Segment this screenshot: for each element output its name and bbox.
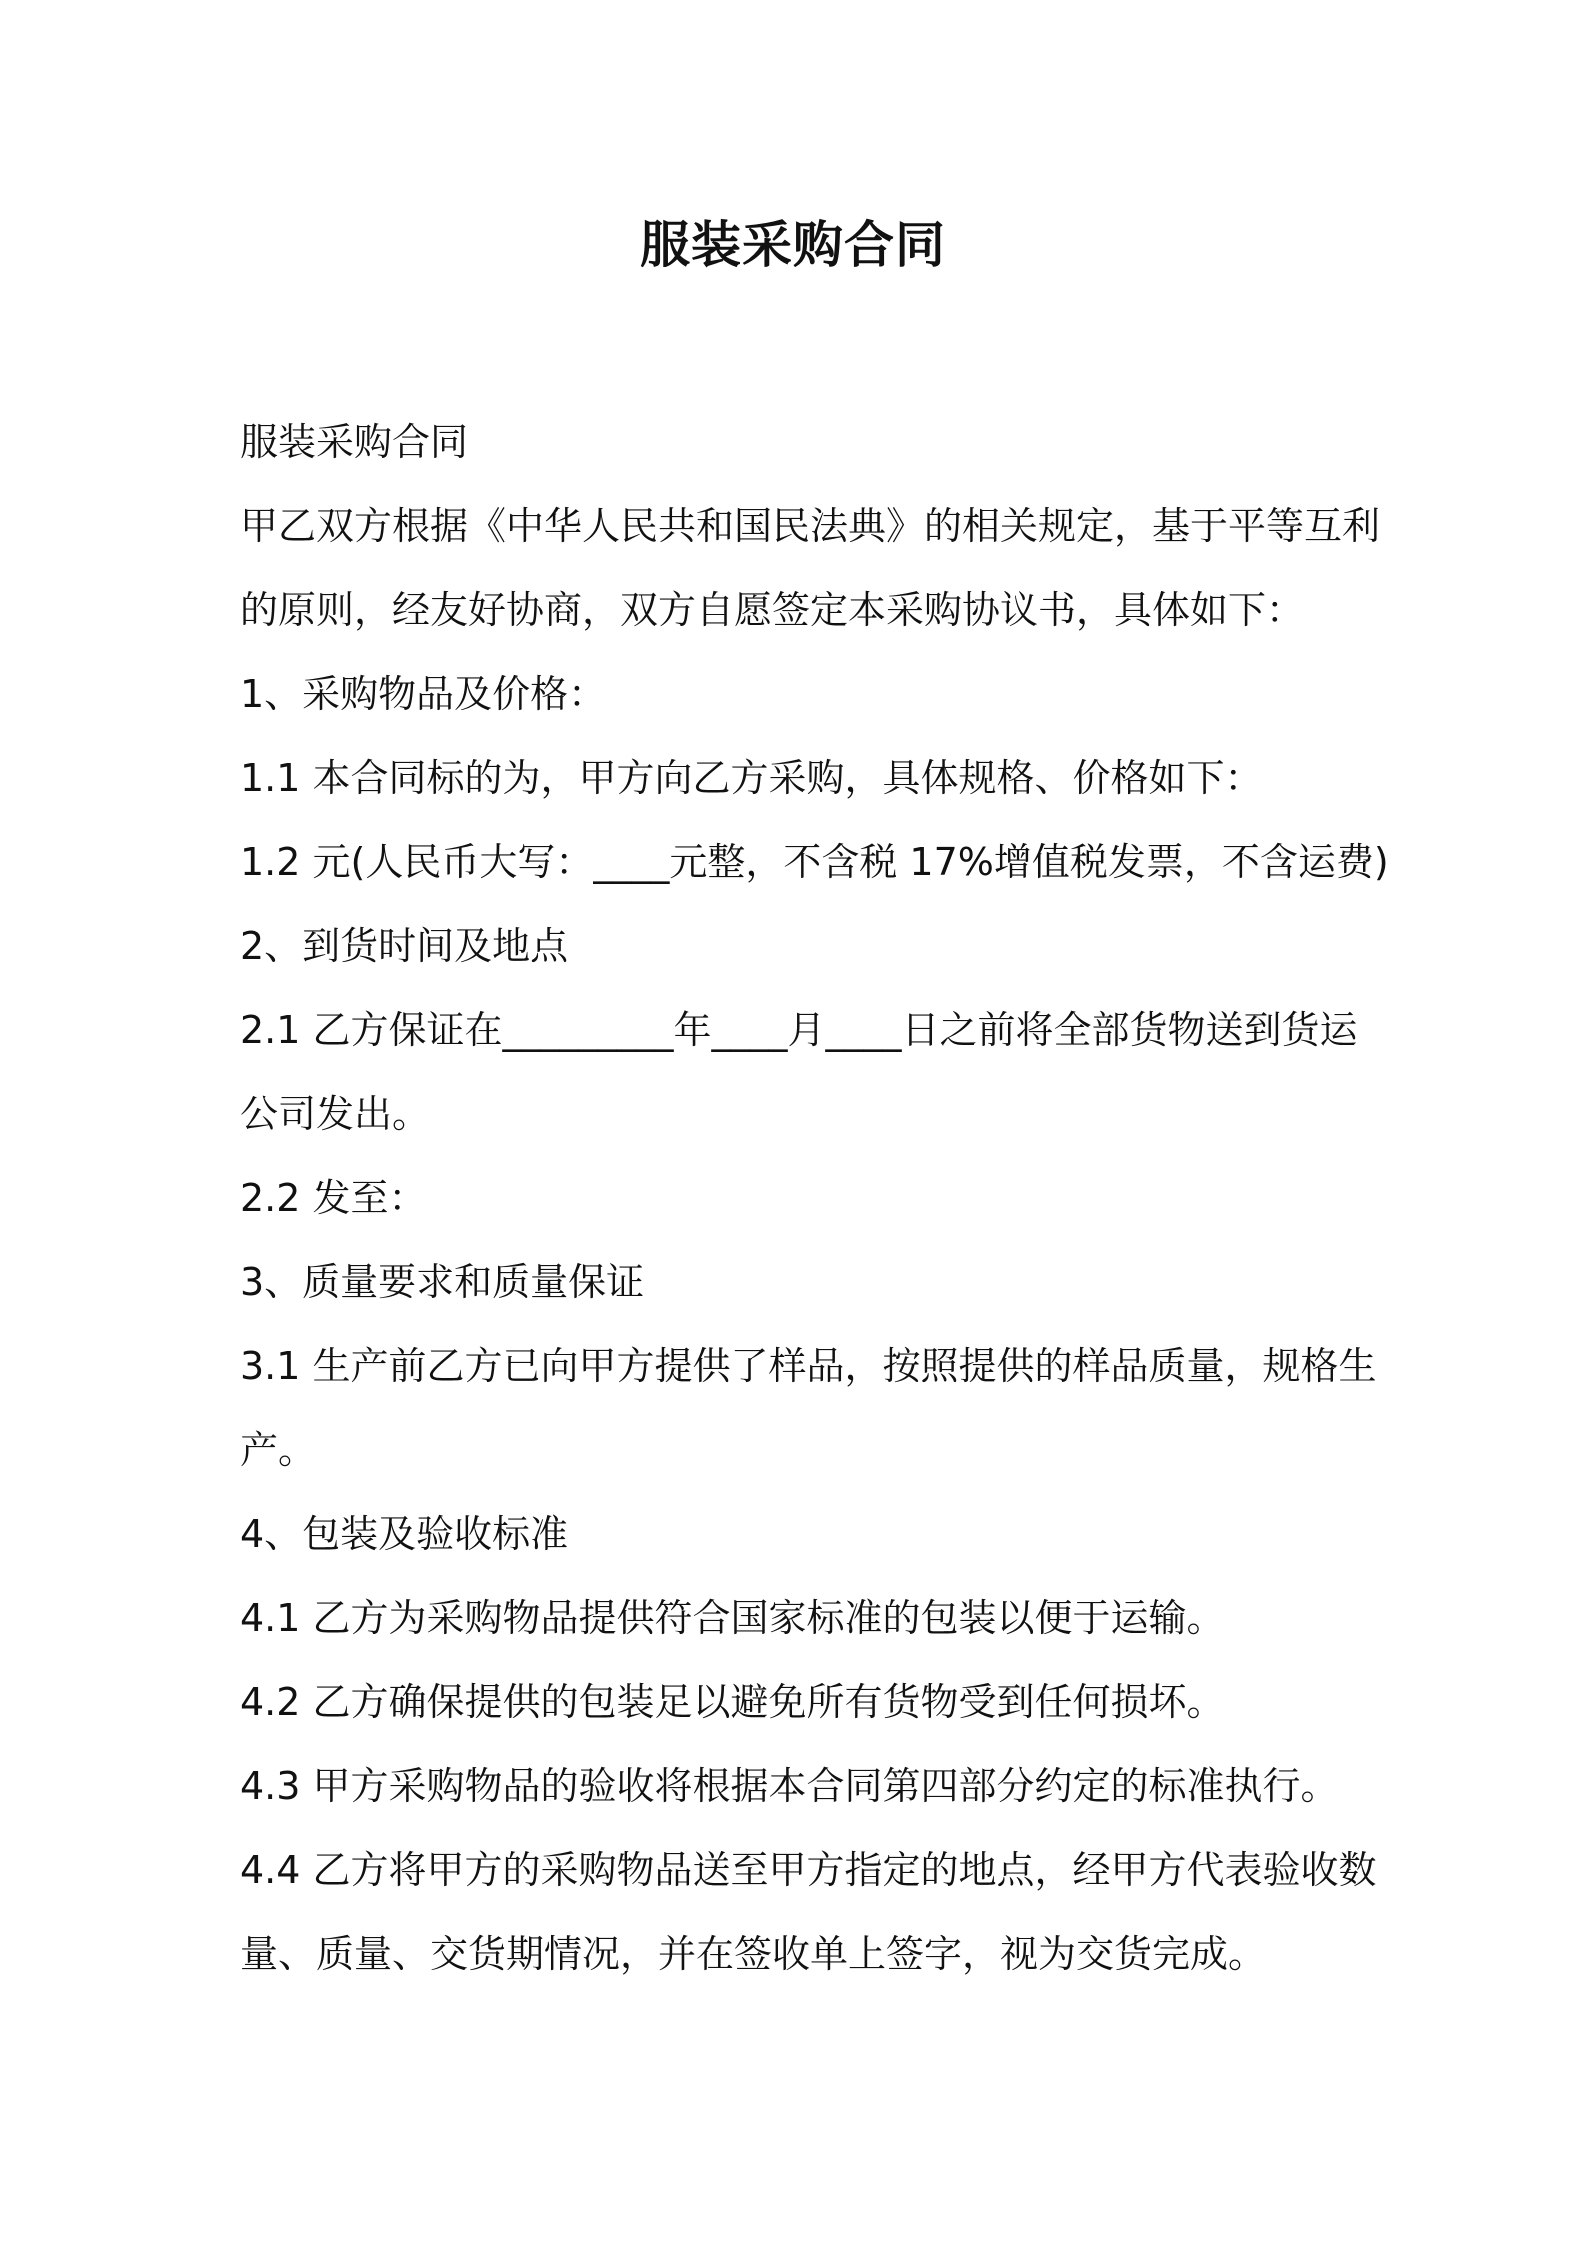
clause-line: 3.1 生产前乙方已向甲方提供了样品，按照提供的样品质量，规格生 <box>240 1344 1377 1388</box>
section-heading: 1、采购物品及价格： <box>240 672 607 716</box>
section-heading: 3、质量要求和质量保证 <box>240 1260 645 1304</box>
clause-line: 4.3 甲方采购物品的验收将根据本合同第四部分约定的标准执行。 <box>240 1764 1339 1808</box>
section-heading: 4、包装及验收标准 <box>240 1512 569 1556</box>
preamble-line: 的原则，经友好协商，双方自愿签定本采购协议书，具体如下： <box>240 588 1305 632</box>
clause-line: 2.1 乙方保证在_________年____月____日之前将全部货物送到货运 <box>240 1008 1358 1052</box>
clause-line: 4.2 乙方确保提供的包装足以避免所有货物受到任何损坏。 <box>240 1680 1225 1724</box>
subtitle-line: 服装采购合同 <box>240 420 469 464</box>
preamble-line: 甲乙双方根据《中华人民共和国民法典》的相关规定，基于平等互利 <box>240 504 1381 548</box>
clause-line: 1.2 元(人民币大写：____元整，不含税 17%增值税发票，不含运费) <box>240 840 1389 884</box>
clause-line: 4.1 乙方为采购物品提供符合国家标准的包装以便于运输。 <box>240 1596 1225 1640</box>
clause-line: 2.2 发至： <box>240 1176 427 1220</box>
clause-line: 1.1 本合同标的为，甲方向乙方采购，具体规格、价格如下： <box>240 756 1263 800</box>
clause-line: 4.4 乙方将甲方的采购物品送至甲方指定的地点，经甲方代表验收数 <box>240 1848 1377 1892</box>
document-body <box>240 400 1389 1996</box>
clause-line: 公司发出。 <box>240 1092 431 1136</box>
document-title: 服装采购合同 <box>640 216 946 274</box>
clause-line: 产。 <box>240 1428 317 1472</box>
clause-line: 量、质量、交货期情况，并在签收单上签字，视为交货完成。 <box>240 1932 1267 1976</box>
section-heading: 2、到货时间及地点 <box>240 924 569 968</box>
